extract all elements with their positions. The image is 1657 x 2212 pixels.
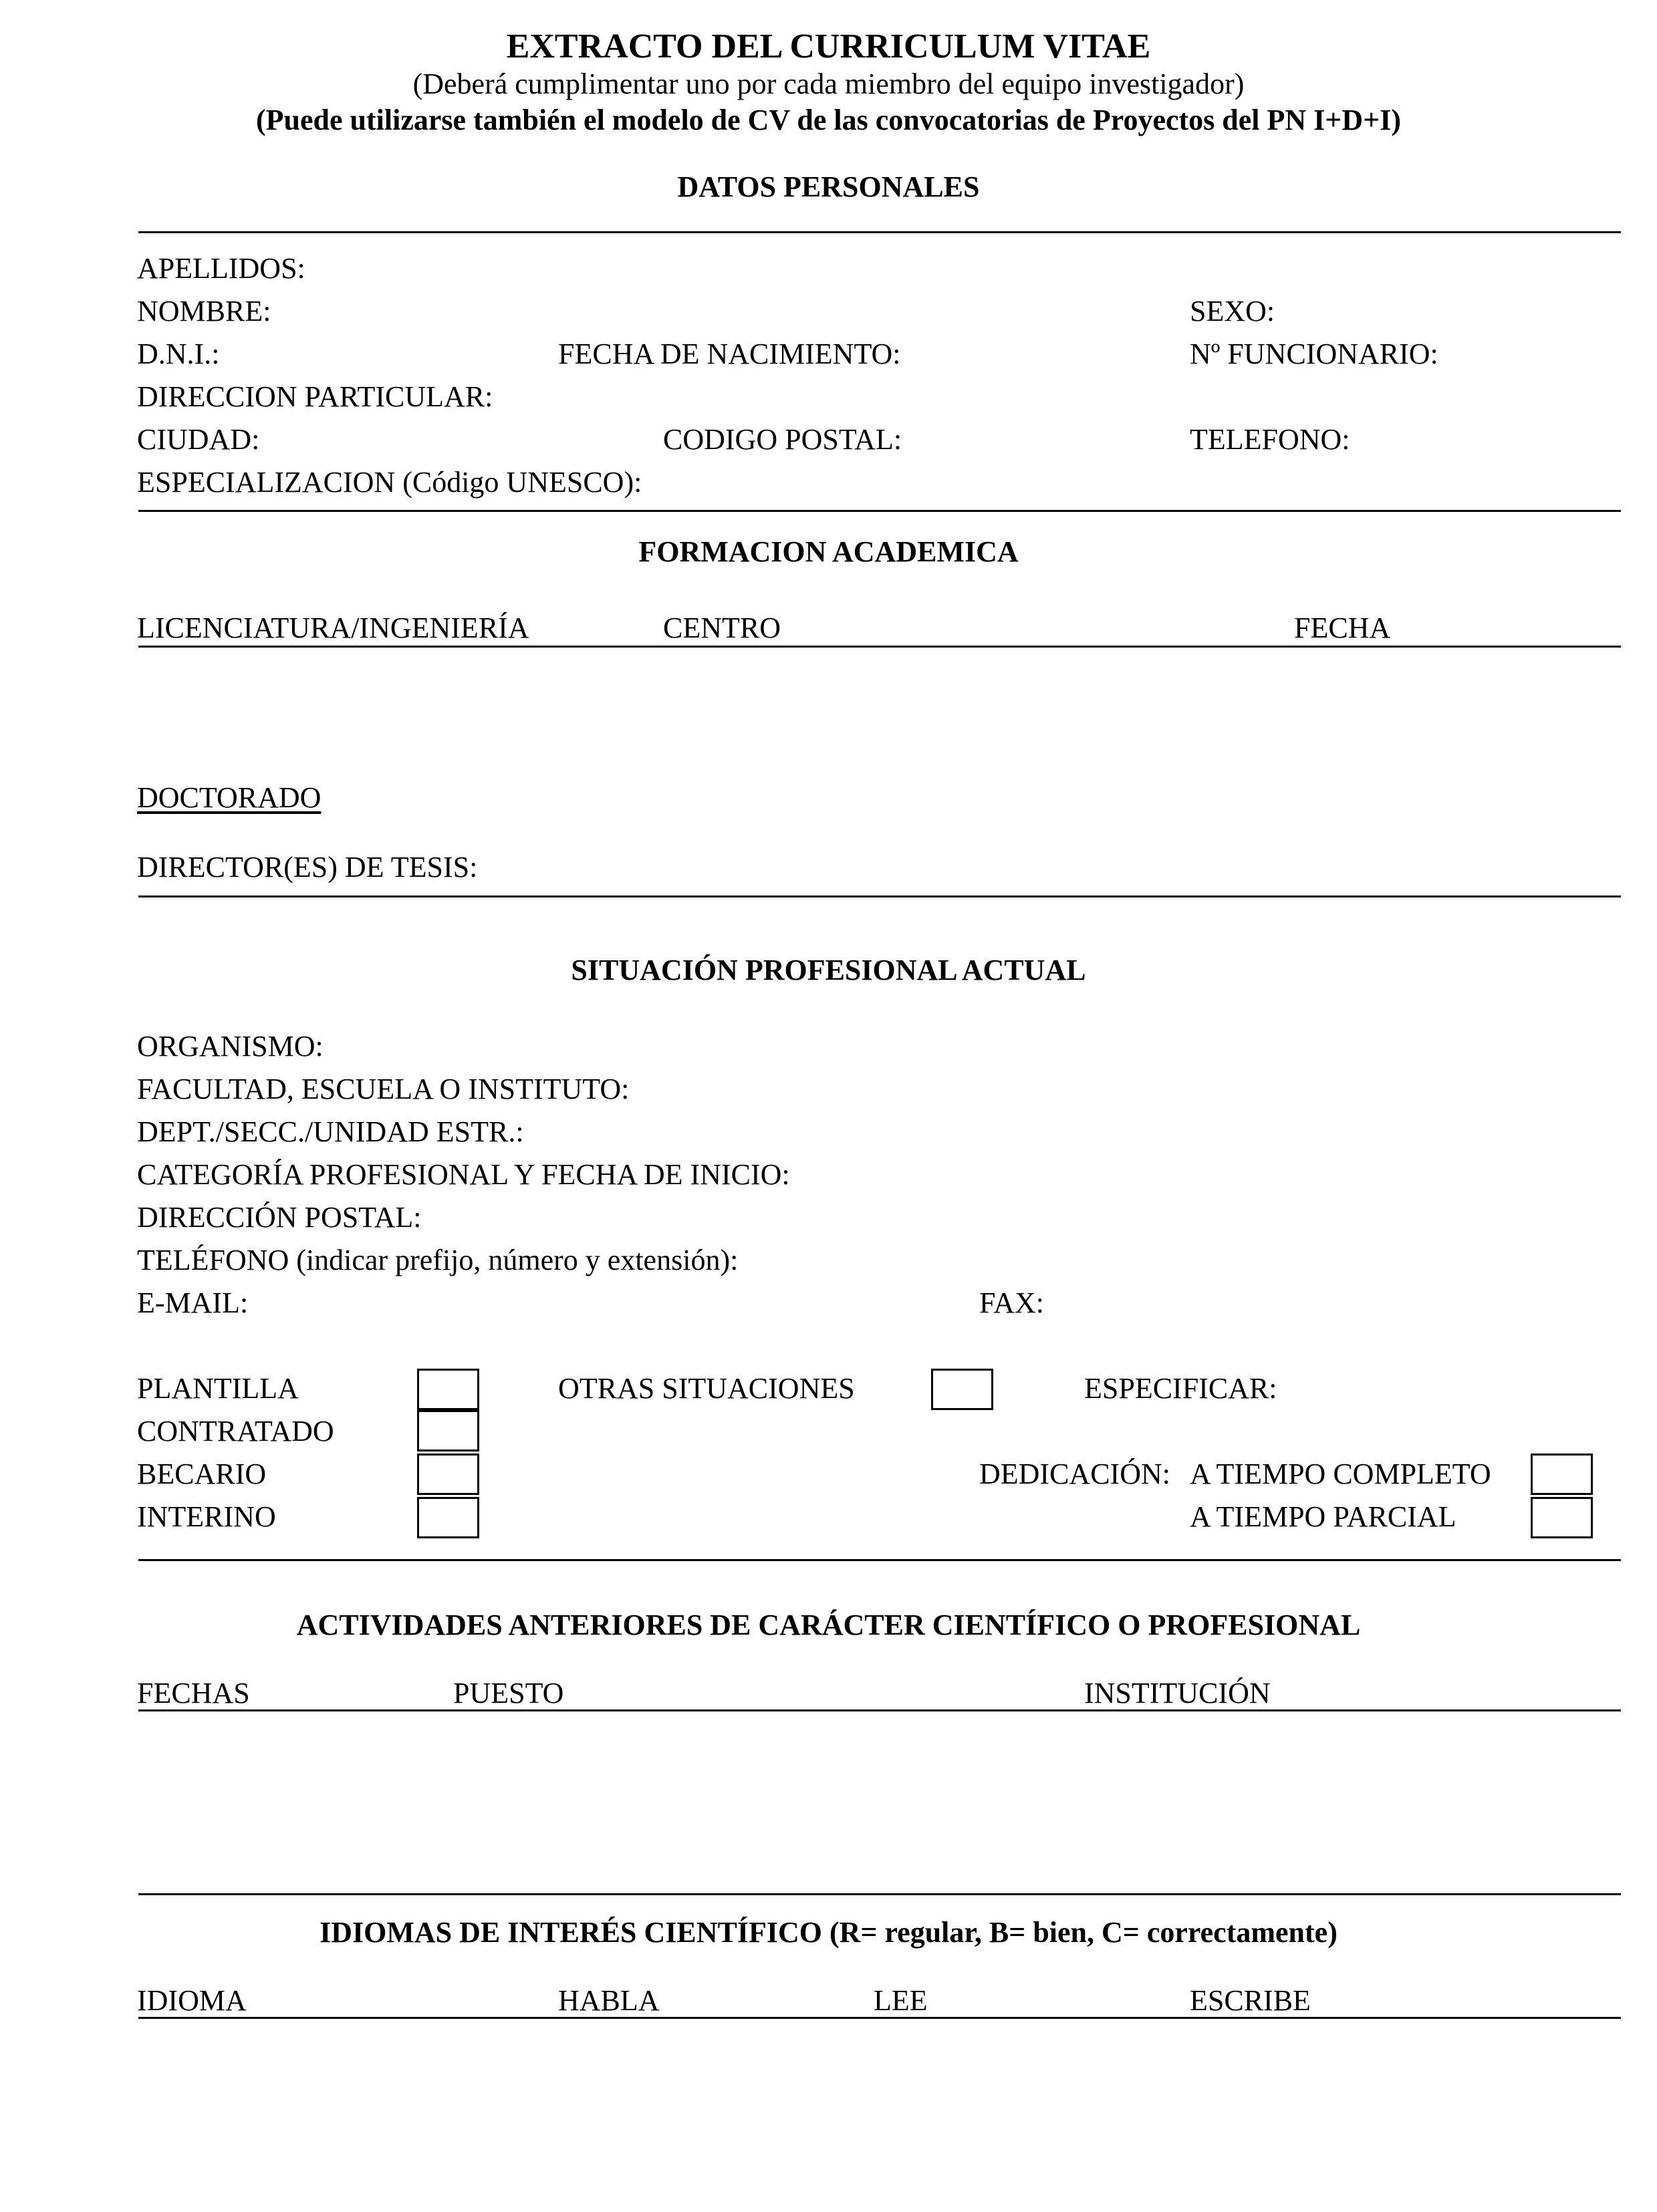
column-header-licenciatura: LICENCIATURA/INGENIERÍA <box>137 611 529 644</box>
field-label-especificar: ESPECIFICAR: <box>1084 1372 1277 1405</box>
option-label-plantilla: PLANTILLA <box>137 1372 299 1405</box>
column-header-fechas: FECHAS <box>137 1677 250 1709</box>
field-label-dedicacion: DEDICACIÓN: <box>979 1458 1170 1490</box>
section-divider <box>138 1559 1621 1561</box>
field-label-direccion-postal: DIRECCIÓN POSTAL: <box>137 1201 422 1234</box>
option-label-interino: INTERINO <box>137 1500 276 1533</box>
section-heading-actividades: ACTIVIDADES ANTERIORES DE CARÁCTER CIENTÍFICO O PROFESIONAL <box>296 1609 1361 1641</box>
field-label-sexo: SEXO: <box>1190 295 1275 327</box>
column-header-fecha: FECHA <box>1294 611 1391 644</box>
column-header-institucion: INSTITUCIÓN <box>1084 1677 1271 1709</box>
field-label-ciudad: CIUDAD: <box>137 423 260 456</box>
table-header-rule <box>138 646 1621 648</box>
page-subtitle: (Deberá cumplimentar uno por cada miembro del equipo investigador) <box>412 67 1245 100</box>
section-heading-idiomas: IDIOMAS DE INTERÉS CIENTÍFICO (R= regular, B= bien, C= correctamente) <box>320 1916 1337 1949</box>
field-label-doctorado: DOCTORADO <box>137 781 322 814</box>
section-divider <box>138 895 1621 897</box>
field-label-nombre: NOMBRE: <box>137 295 271 327</box>
table-header-rule <box>138 1709 1621 1711</box>
column-header-idioma: IDIOMA <box>137 1984 247 2017</box>
checkbox-tiempo-completo[interactable] <box>1531 1454 1593 1495</box>
checkbox-interino[interactable] <box>417 1497 479 1538</box>
section-divider <box>138 510 1621 512</box>
column-header-lee: LEE <box>874 1984 928 2017</box>
checkbox-contratado[interactable] <box>417 1410 479 1451</box>
field-label-telefono: TELEFONO: <box>1190 423 1350 456</box>
field-label-directores-tesis: DIRECTOR(ES) DE TESIS: <box>137 851 478 883</box>
field-label-dept: DEPT./SECC./UNIDAD ESTR.: <box>137 1115 524 1148</box>
section-heading-formacion: FORMACION ACADEMICA <box>638 535 1019 568</box>
option-label-tiempo-parcial: A TIEMPO PARCIAL <box>1190 1500 1456 1533</box>
section-heading-situacion: SITUACIÓN PROFESIONAL ACTUAL <box>571 954 1086 986</box>
column-header-habla: HABLA <box>558 1984 660 2017</box>
option-label-tiempo-completo: A TIEMPO COMPLETO <box>1190 1458 1491 1490</box>
field-label-n-funcionario: Nº FUNCIONARIO: <box>1190 337 1438 370</box>
field-label-apellidos: APELLIDOS: <box>137 252 305 285</box>
field-label-direccion-particular: DIRECCION PARTICULAR: <box>137 380 493 413</box>
field-label-codigo-postal: CODIGO POSTAL: <box>663 423 902 456</box>
column-header-escribe: ESCRIBE <box>1190 1984 1311 2017</box>
section-divider <box>138 231 1621 233</box>
field-label-facultad: FACULTAD, ESCUELA O INSTITUTO: <box>137 1073 630 1105</box>
field-label-dni: D.N.I.: <box>137 337 220 370</box>
checkbox-becario[interactable] <box>417 1454 479 1495</box>
option-label-becario: BECARIO <box>137 1458 267 1490</box>
field-label-especializacion: ESPECIALIZACION (Código UNESCO): <box>137 466 642 499</box>
option-label-contratado: CONTRATADO <box>137 1415 334 1447</box>
field-label-email: E-MAIL: <box>137 1286 249 1319</box>
option-label-otras-situaciones: OTRAS SITUACIONES <box>558 1372 855 1405</box>
field-label-telefono-trabajo: TELÉFONO (indicar prefijo, número y extensión): <box>137 1244 739 1276</box>
page-title: EXTRACTO DEL CURRICULUM VITAE <box>506 27 1151 65</box>
page-note: (Puede utilizarse también el modelo de CV de las convocatorias de Proyectos del PN I+D+I) <box>256 104 1401 136</box>
column-header-centro: CENTRO <box>663 611 781 644</box>
field-label-fecha-nacimiento: FECHA DE NACIMIENTO: <box>558 337 901 370</box>
section-divider <box>138 1893 1621 1895</box>
checkbox-tiempo-parcial[interactable] <box>1531 1497 1593 1538</box>
field-label-fax: FAX: <box>979 1286 1044 1319</box>
checkbox-plantilla[interactable] <box>417 1369 479 1410</box>
field-label-organismo: ORGANISMO: <box>137 1030 324 1063</box>
section-heading-datos-personales: DATOS PERSONALES <box>677 170 980 203</box>
table-header-rule <box>138 2017 1621 2019</box>
field-label-categoria: CATEGORÍA PROFESIONAL Y FECHA DE INICIO: <box>137 1158 790 1191</box>
checkbox-otras-situaciones[interactable] <box>931 1369 993 1410</box>
column-header-puesto: PUESTO <box>453 1677 564 1709</box>
